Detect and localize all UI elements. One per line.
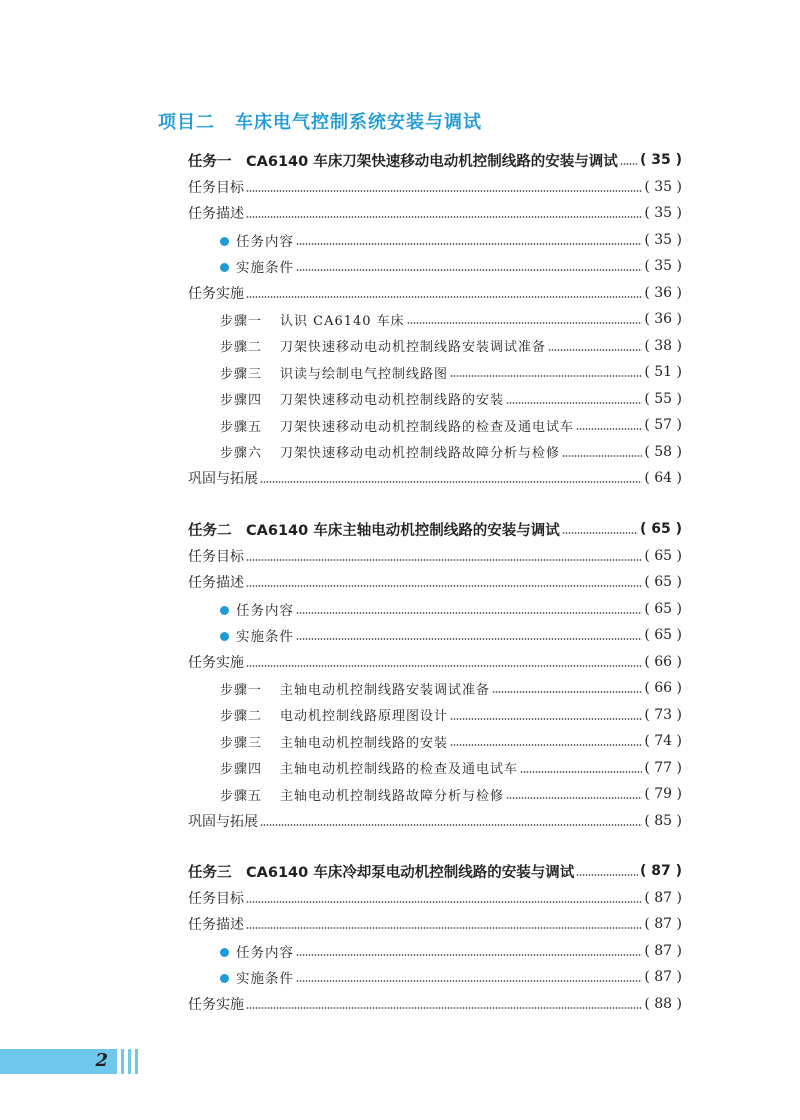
entry-title: 刀架快速移动电动机控制线路故障分析与检修 [280,446,561,461]
page-reference: ( 79 ) [644,786,682,802]
toc-entry-text [220,705,448,724]
step-label: 步骤二 [220,340,263,355]
toc-entry-text [188,994,244,1014]
bullet-icon [220,606,229,615]
page-reference: ( 36 ) [644,284,682,301]
toc-entry-text [188,177,244,197]
entry-title: 刀架快速移动电动机控制线路的检查及通电试车 [280,419,575,435]
footer-stripe [135,1049,138,1074]
leader-dots [296,954,642,956]
toc-entry-text [188,652,244,672]
toc-entry-text [188,203,244,223]
page-reference: ( 35 ) [644,258,682,274]
entry-title: 任务目标 [188,890,244,907]
entry-title: 任务描述 [188,575,244,591]
page-reference: ( 55 ) [644,390,682,407]
toc-task-heading [0,516,682,542]
entry-title: 实施条件 [236,260,294,276]
bullet-icon [220,237,229,246]
step-label: 步骤四 [220,762,263,777]
toc-entry-text [188,914,244,934]
toc-step-entry [0,755,682,781]
toc-entry-text [220,230,294,250]
page-reference: ( 35 ) [644,205,682,221]
toc-bullet-entry [0,622,682,648]
leader-dots [576,874,638,876]
page-reference: ( 65 ) [644,600,682,617]
entry-title: 任务内容 [236,944,294,961]
toc-entry-text [188,546,244,566]
page-reference: ( 38 ) [644,337,682,354]
entry-title: 任务内容 [236,233,294,250]
entry-title: 主轴电动机控制线路安装调试准备 [280,682,491,698]
entry-title: 主轴电动机控制线路的检查及通电试车 [280,762,519,777]
leader-dots [246,585,642,587]
toc-entry-text [220,416,574,435]
leader-dots [520,771,642,773]
toc-entry-text [220,336,546,355]
leader-dots [450,718,642,720]
toc-task-heading [0,147,682,173]
project-label: 项目二 [158,112,215,133]
leader-dots [260,824,642,826]
page-reference: ( 87 ) [644,969,682,985]
leader-dots [562,532,638,534]
leader-dots [576,428,642,430]
footer-stripe [128,1049,131,1074]
toc-entry [0,808,682,834]
step-label: 步骤六 [220,446,263,461]
bullet-icon [220,974,229,983]
leader-dots [296,243,642,245]
toc-entry-text [220,256,294,276]
leader-dots [246,665,642,667]
leader-dots [506,402,642,404]
toc-entry-text [220,967,294,987]
entry-title: 任务内容 [236,602,294,619]
leader-dots [296,980,642,982]
toc-bullet-entry [0,938,682,964]
toc-entry [0,280,682,306]
page-reference: ( 74 ) [644,733,682,749]
toc-entry-text [188,888,244,908]
toc-entry-text [188,519,560,540]
leader-dots [246,296,642,298]
toc-entry-text [220,941,294,961]
page-reference: ( 65 ) [644,574,682,590]
toc-entry [0,200,682,226]
leader-dots [296,638,642,640]
toc-entry [0,543,682,569]
toc-entry-text [220,599,294,619]
bullet-icon [220,263,229,272]
page-number: 2 [95,1050,108,1071]
page-reference: ( 51 ) [644,364,682,380]
leader-dots [620,163,638,165]
entry-title: 任务实施 [188,996,244,1013]
page-reference: ( 65 ) [639,521,682,537]
entry-title: 实施条件 [236,629,294,645]
leader-dots [506,797,642,799]
toc-entry [0,885,682,911]
toc-entry-text [220,442,560,461]
step-label: 步骤三 [220,735,263,751]
page-reference: ( 65 ) [644,547,682,564]
step-label: 步骤三 [220,366,263,382]
toc-entry-text [220,625,294,645]
entry-title: 任务实施 [188,285,244,302]
toc-entry [0,649,682,675]
page-reference: ( 73 ) [644,706,682,723]
leader-dots [246,901,642,903]
toc-task-heading [0,858,682,884]
entry-title: 电动机控制线路原理图设计 [280,709,449,724]
bullet-icon [220,632,229,641]
toc-entry-text [220,363,448,382]
entry-title: 认识 CA6140 车床 [280,313,405,329]
step-label: 步骤一 [220,313,263,329]
entry-title: 任务实施 [188,654,244,671]
toc-entry-text [188,468,258,488]
page-reference: ( 35 ) [644,231,682,248]
toc-entry [0,991,682,1017]
toc-entry-text [188,861,574,882]
toc-step-entry [0,359,682,385]
toc-step-entry [0,386,682,412]
leader-dots [562,455,642,457]
toc-entry [0,174,682,200]
toc-entry-text [188,283,244,303]
toc-entry [0,465,682,491]
toc-step-entry [0,675,682,701]
page-reference: ( 87 ) [644,916,682,932]
page-reference: ( 87 ) [644,942,682,959]
leader-dots [246,559,642,561]
entry-title: 主轴电动机控制线路的安装 [280,735,449,751]
toc-step-entry [0,728,682,754]
project-name: 车床电气控制系统安装与调试 [235,112,482,133]
page-reference: ( 77 ) [644,759,682,776]
page-reference: ( 88 ) [644,995,682,1012]
page-reference: ( 65 ) [644,627,682,643]
toc-entry-text [220,389,504,408]
page-reference: ( 36 ) [644,311,682,327]
toc-step-entry [0,412,682,438]
leader-dots [246,190,642,192]
toc-entry-text [220,679,490,698]
toc-entry [0,911,682,937]
leader-dots [548,349,642,351]
entry-title: 识读与绘制电气控制线路图 [280,366,449,382]
page-reference: ( 85 ) [644,812,682,829]
project-title [158,108,482,134]
leader-dots [246,216,642,218]
entry-title: 任务一 CA6140 车床刀架快速移动电动机控制线路的安装与调试 [188,153,618,170]
leader-dots [246,1007,642,1009]
toc-step-entry [0,781,682,807]
entry-title: 巩固与拓展 [188,471,258,487]
toc-entry [0,569,682,595]
page-reference: ( 66 ) [644,653,682,670]
toc-entry-text [188,811,258,831]
entry-title: 任务目标 [188,179,244,196]
entry-title: 实施条件 [236,971,294,987]
toc-entry-text [220,785,504,804]
entry-title: 任务二 CA6140 车床主轴电动机控制线路的安装与调试 [188,522,560,539]
toc-bullet-entry [0,596,682,622]
entry-title: 刀架快速移动电动机控制线路的安装 [280,393,505,408]
toc-bullet-entry [0,227,682,253]
toc-step-entry [0,306,682,332]
step-label: 步骤四 [220,393,263,408]
leader-dots [296,269,642,271]
leader-dots [260,481,642,483]
leader-dots [450,375,642,377]
leader-dots [492,691,642,693]
leader-dots [296,612,642,614]
toc-entry-text [220,732,448,751]
footer-stripe [121,1049,124,1074]
page-reference: ( 35 ) [639,152,682,168]
entry-title: 任务目标 [188,548,244,565]
toc-entry-text [188,572,244,592]
entry-title: 巩固与拓展 [188,813,258,830]
toc-step-entry [0,702,682,728]
toc-bullet-entry [0,253,682,279]
leader-dots [407,322,643,324]
page-reference: ( 58 ) [644,443,682,460]
toc-entry-text [220,758,518,777]
entry-title: 任务三 CA6140 车床冷却泵电动机控制线路的安装与调试 [188,864,575,881]
page-reference: ( 35 ) [644,178,682,195]
entry-title: 刀架快速移动电动机控制线路安装调试准备 [280,340,547,355]
entry-title: 任务描述 [188,206,244,222]
toc-step-entry [0,333,682,359]
leader-dots [450,744,642,746]
step-label: 步骤五 [220,788,263,804]
bullet-icon [220,948,229,957]
page-reference: ( 64 ) [644,470,682,486]
entry-title: 主轴电动机控制线路故障分析与检修 [280,788,505,804]
page-reference: ( 87 ) [639,863,682,879]
step-label: 步骤二 [220,709,263,724]
page-reference: ( 87 ) [644,889,682,906]
step-label: 步骤五 [220,419,263,435]
step-label: 步骤一 [220,682,263,698]
entry-title: 任务描述 [188,917,244,933]
toc-entry-text [188,150,618,171]
leader-dots [246,927,642,929]
toc-entry-text [220,310,405,329]
toc-bullet-entry [0,964,682,990]
page-reference: ( 66 ) [644,680,682,696]
toc-step-entry [0,439,682,465]
page-reference: ( 57 ) [644,417,682,433]
